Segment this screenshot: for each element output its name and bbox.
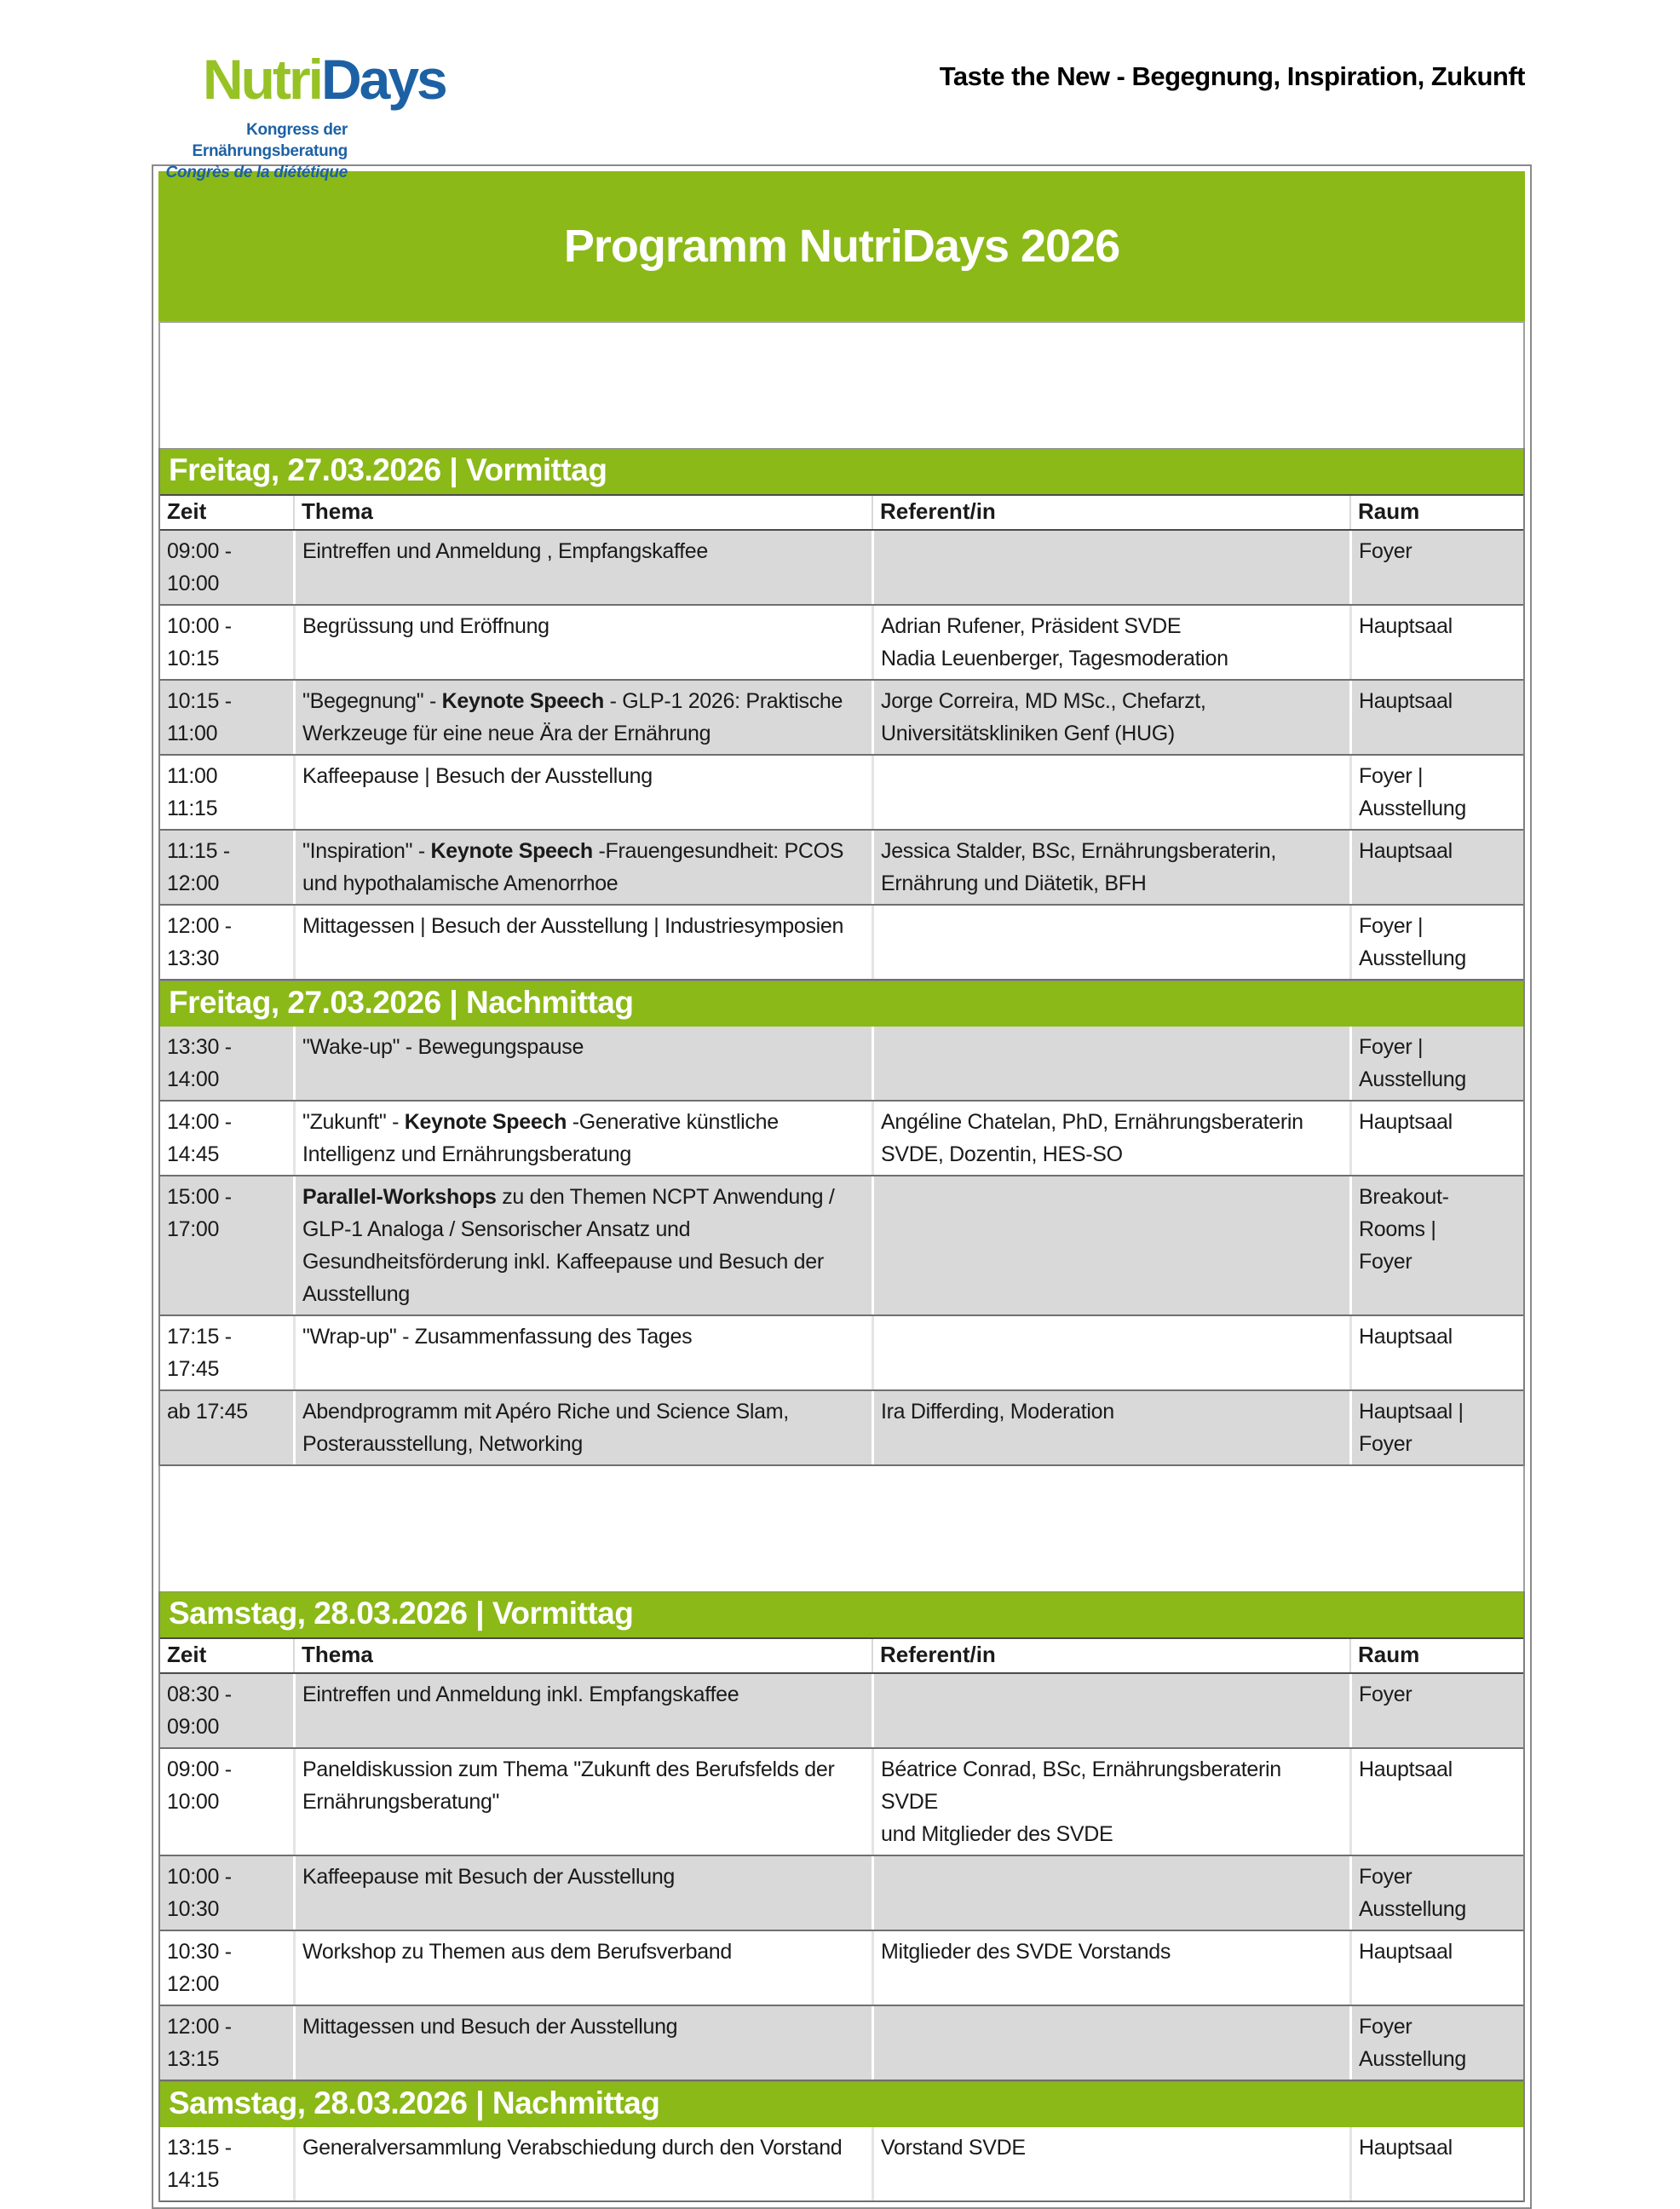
raum-cell: Breakout-Rooms | Foyer (1349, 1176, 1523, 1314)
thema-cell: Paneldiskussion zum Thema "Zukunft des Berufsfelds der Ernährungsberatung" (293, 1749, 872, 1855)
section-header: Samstag, 28.03.2026 | Vormittag (160, 1591, 1523, 1637)
raum-cell: Hauptsaal (1349, 606, 1523, 679)
time-cell: ab 17:45 (167, 1400, 248, 1424)
raum-cell: Foyer | Ausstellung (1349, 1027, 1523, 1100)
thema-cell: Kaffeepause mit Besuch der Ausstellung (293, 1856, 872, 1930)
time-cell: 14:00 - 14:45 (167, 1110, 232, 1166)
schedule-section (158, 1591, 1525, 2081)
schedule-section (158, 2081, 1525, 2202)
time-cell: 10:00 - 10:15 (167, 614, 232, 670)
logo-subtitle-german: Kongress der Ernährungsberatung (192, 121, 348, 160)
schedule-row (160, 1316, 1523, 1391)
column-header-thema: Thema (293, 1639, 872, 1672)
referent-cell (872, 1316, 1349, 1389)
referent-cell (872, 1176, 1349, 1314)
schedule-row (160, 2006, 1523, 2081)
schedule-sections (158, 448, 1525, 2202)
raum-cell: Hauptsaal (1349, 1102, 1523, 1175)
referent-cell (872, 2006, 1349, 2080)
time-cell: 13:15 - 14:15 (167, 2136, 232, 2192)
thema-cell: Kaffeepause | Besuch der Ausstellung (293, 756, 872, 829)
time-cell: 10:30 - 12:00 (167, 1940, 232, 1996)
section-header: Samstag, 28.03.2026 | Nachmittag (160, 2081, 1523, 2127)
time-cell: 12:00 - 13:15 (167, 2015, 232, 2071)
time-cell: 12:00 - 13:30 (167, 914, 232, 970)
thema-cell: Mittagessen und Besuch der Ausstellung (293, 2006, 872, 2080)
schedule-row (160, 531, 1523, 606)
schedule-row (160, 606, 1523, 681)
thema-cell: "Begegnung" - Keynote Speech - GLP-1 2026: Praktische Werkzeuge für eine neue Ära der Ernährung (293, 681, 872, 754)
referent-cell: Adrian Rufener, Präsident SVDE Nadia Leuenberger, Tagesmoderation (872, 606, 1349, 679)
thema-cell: "Zukunft" - Keynote Speech -Generative künstliche Intelligenz und Ernährungsberatung (293, 1102, 872, 1175)
thema-cell: Workshop zu Themen aus dem Berufsverband (293, 1931, 872, 2005)
schedule-row (160, 1391, 1523, 1466)
raum-cell: Hauptsaal (1349, 831, 1523, 904)
logo-wordmark (203, 43, 446, 116)
thema-cell: Parallel-Workshops zu den Themen NCPT Anwendung / GLP-1 Analoga / Sensorischer Ansatz und Gesundheitsförderung inkl. Kaffeepause und Besuch der Ausstellung (293, 1176, 872, 1314)
column-header-row (160, 1637, 1523, 1674)
column-header-raum: Raum (1349, 1639, 1523, 1672)
referent-cell: Angéline Chatelan, PhD, Ernährungsberaterin SVDE, Dozentin, HES-SO (872, 1102, 1349, 1175)
referent-cell (872, 1027, 1349, 1100)
thema-cell: "Inspiration" - Keynote Speech -Frauengesundheit: PCOS und hypothalamische Amenorrhoe (293, 831, 872, 904)
referent-cell: Ira Differding, Moderation (872, 1391, 1349, 1464)
schedule-row (160, 2127, 1523, 2202)
logo-subtitle-french: Congrès de la diététique (165, 164, 348, 181)
raum-cell: Foyer Ausstellung (1349, 1856, 1523, 1930)
raum-cell: Hauptsaal (1349, 2127, 1523, 2200)
schedule-row (160, 1931, 1523, 2006)
section-header: Freitag, 27.03.2026 | Nachmittag (160, 981, 1523, 1027)
nutridays-logo (203, 43, 446, 116)
thema-cell: Generalversammlung Verabschiedung durch den Vorstand (293, 2127, 872, 2200)
time-cell: 17:15 - 17:45 (167, 1325, 232, 1381)
column-header-referentin: Referent/in (872, 1639, 1349, 1672)
page-header (0, 0, 1680, 181)
time-cell: 13:30 - 14:00 (167, 1035, 232, 1091)
time-cell: 08:30 - 09:00 (167, 1683, 232, 1739)
thema-cell: "Wake-up" - Bewegungspause (293, 1027, 872, 1100)
schedule-row (160, 831, 1523, 906)
schedule-row (160, 1102, 1523, 1176)
thema-cell: Eintreffen und Anmeldung inkl. Empfangskaffee (293, 1674, 872, 1747)
title-banner (158, 171, 1525, 323)
raum-cell: Hauptsaal | Foyer (1349, 1391, 1523, 1464)
time-cell: 10:00 - 10:30 (167, 1865, 232, 1921)
time-cell: 15:00 - 17:00 (167, 1185, 232, 1241)
raum-cell: Foyer (1349, 1674, 1523, 1747)
program-frame (152, 164, 1532, 2209)
schedule-section (158, 981, 1525, 1466)
time-cell: 11:15 - 12:00 (167, 839, 230, 895)
referent-cell: Mitglieder des SVDE Vorstands (872, 1931, 1349, 2005)
table-gap (158, 1466, 1525, 1591)
referent-cell: Vorstand SVDE (872, 2127, 1349, 2200)
raum-cell: Hauptsaal (1349, 1316, 1523, 1389)
raum-cell: Hauptsaal (1349, 681, 1523, 754)
page-title: Programm NutriDays 2026 (563, 221, 1120, 272)
schedule-row (160, 1749, 1523, 1856)
column-header-zeit: Zeit (167, 1642, 207, 1667)
referent-cell (872, 906, 1349, 979)
column-header-row (160, 494, 1523, 531)
referent-cell (872, 1856, 1349, 1930)
logo-subtitles (135, 119, 348, 183)
schedule-row (160, 1674, 1523, 1749)
schedule-row (160, 681, 1523, 756)
schedule-row (160, 1856, 1523, 1931)
column-header-thema: Thema (293, 496, 872, 529)
column-header-zeit: Zeit (167, 498, 207, 524)
schedule-row (160, 1176, 1523, 1316)
thema-cell: Abendprogramm mit Apéro Riche und Science Slam, Posterausstellung, Networking (293, 1391, 872, 1464)
time-cell: 09:00 - 10:00 (167, 539, 232, 595)
thema-cell: Eintreffen und Anmeldung , Empfangskaffee (293, 531, 872, 604)
time-cell: 10:15 - 11:00 (167, 689, 232, 745)
thema-cell: Mittagessen | Besuch der Ausstellung | Industriesymposien (293, 906, 872, 979)
schedule-row (160, 906, 1523, 981)
column-header-raum: Raum (1349, 496, 1523, 529)
referent-cell: Béatrice Conrad, BSc, Ernährungsberaterin SVDE und Mitglieder des SVDE (872, 1749, 1349, 1855)
logo-wordmark-days: Days (320, 48, 446, 111)
schedule-row (160, 1027, 1523, 1102)
column-header-referentin: Referent/in (872, 496, 1349, 529)
raum-cell: Hauptsaal (1349, 1749, 1523, 1855)
raum-cell: Foyer (1349, 531, 1523, 604)
logo-wordmark-nutri: Nutri (203, 48, 321, 111)
referent-cell (872, 756, 1349, 829)
referent-cell: Jessica Stalder, BSc, Ernährungsberaterin, Ernährung und Diätetik, BFH (872, 831, 1349, 904)
referent-cell (872, 531, 1349, 604)
referent-cell (872, 1674, 1349, 1747)
section-header: Freitag, 27.03.2026 | Vormittag (160, 448, 1523, 494)
thema-cell: Begrüssung und Eröffnung (293, 606, 872, 679)
banner-gap (158, 323, 1525, 448)
thema-cell: "Wrap-up" - Zusammenfassung des Tages (293, 1316, 872, 1389)
time-cell: 09:00 - 10:00 (167, 1757, 232, 1814)
referent-cell: Jorge Correira, MD MSc., Chefarzt, Universitätskliniken Genf (HUG) (872, 681, 1349, 754)
raum-cell: Hauptsaal (1349, 1931, 1523, 2005)
congress-tagline: Taste the New - Begegnung, Inspiration, Zukunft (939, 61, 1525, 91)
raum-cell: Foyer | Ausstellung (1349, 756, 1523, 829)
raum-cell: Foyer | Ausstellung (1349, 906, 1523, 979)
time-cell: 11:00 11:15 (167, 764, 218, 820)
schedule-row (160, 756, 1523, 831)
schedule-section (158, 448, 1525, 981)
raum-cell: Foyer Ausstellung (1349, 2006, 1523, 2080)
